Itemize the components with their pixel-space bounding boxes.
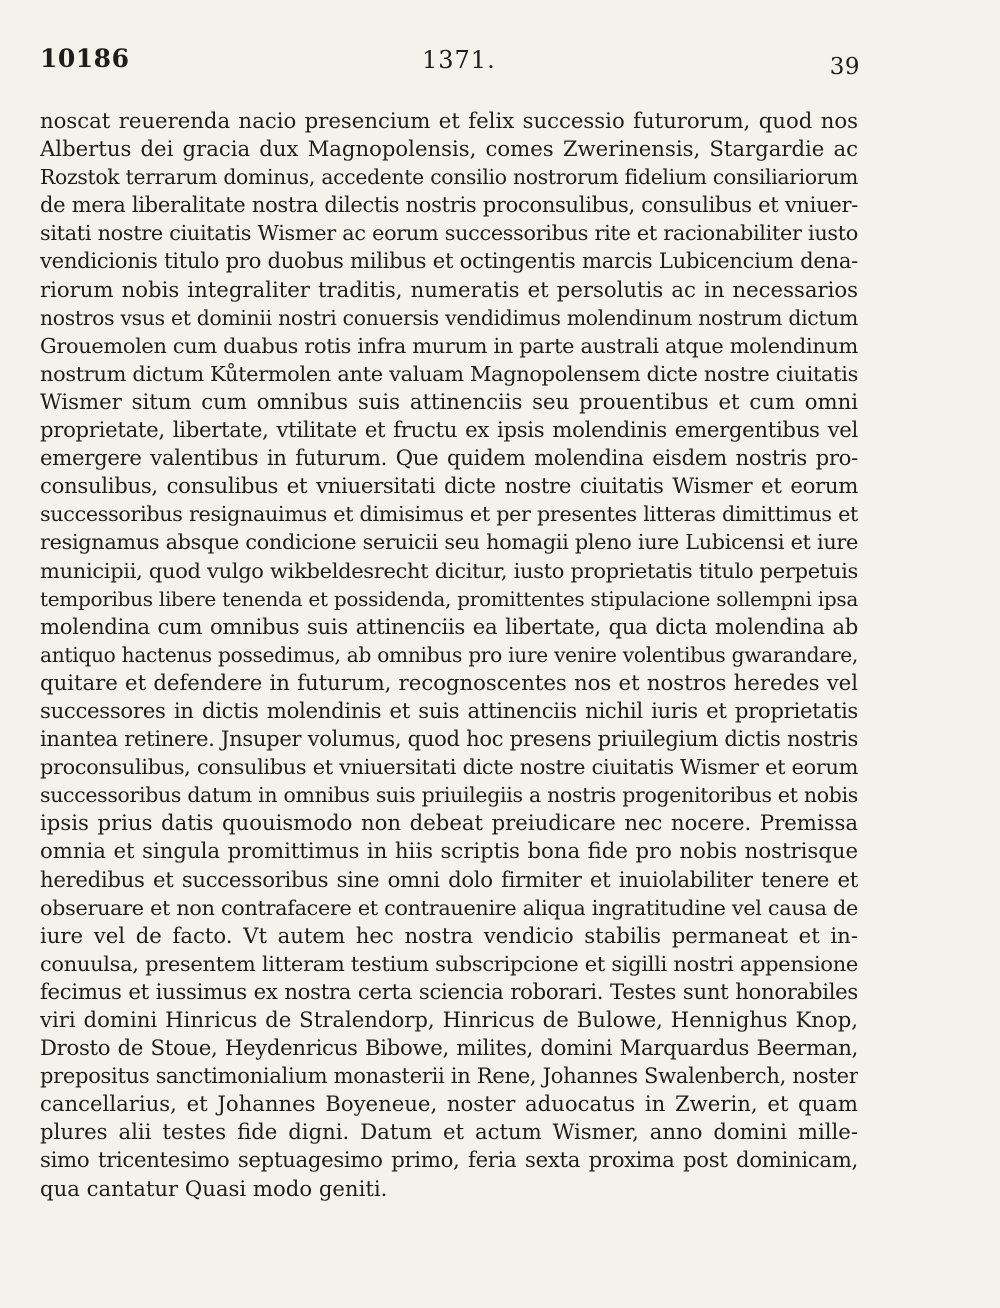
- text-line: inantea retinere. Jnsuper volumus, quod hoc presens priuilegium dictis nostris: [40, 726, 858, 752]
- text-line: successores in dictis molendinis et suis attinenciis nichil iuris et proprietatis: [40, 697, 858, 723]
- text-line: conuulsa, presentem litteram testium subscripcione et sigilli nostri appensione: [40, 951, 858, 976]
- text-line: nostros vsus et dominii nostri conuersis vendidimus molendinum nostrum dictum: [40, 305, 858, 330]
- text-line: quitare et defendere in futurum, recognoscentes nos et nostros heredes vel: [40, 669, 858, 695]
- text-line: successoribus datum in omnibus suis priuilegiis a nostris progenitoribus et nobis: [40, 783, 858, 808]
- text-line: sitati nostre ciuitatis Wismer ac eorum successoribus rite et racionabiliter iusto: [40, 221, 858, 246]
- text-line: simo tricentesimo septuagesimo primo, feria sexta proxima post dominicam,: [40, 1147, 858, 1173]
- text-line: emergere valentibus in futurum. Que quidem molendina eisdem nostris pro-: [40, 445, 858, 471]
- text-line: viri domini Hinricus de Stralendorp, Hinricus de Bulowe, Hennighus Knop,: [40, 1007, 858, 1032]
- text-line: resignamus absque condicione seruicii seu homagii pleno iure Lubicensi et iure: [40, 530, 858, 555]
- text-line: Wismer situm cum omnibus suis attinenciis seu prouentibus et cum omni: [40, 388, 858, 414]
- document-number: 10186: [40, 44, 130, 73]
- text-line: proconsulibus, consulibus et vniuersitati dicte nostre ciuitatis Wismer et eorum: [40, 755, 858, 780]
- text-line: omnia et singula promittimus in hiis scriptis bona fide pro nobis nostrisque: [40, 838, 858, 864]
- year-heading: 1371.: [422, 46, 496, 74]
- text-line: proprietate, libertate, vtilitate et fructu ex ipsis molendinis emergentibus vel: [40, 417, 858, 443]
- text-line: qua cantatur Quasi modo geniti.: [40, 1175, 388, 1201]
- text-line: iure vel de facto. Vt autem hec nostra vendicio stabilis permaneat et in-: [40, 922, 858, 948]
- text-line: prepositus sanctimonialium monasterii in Rene, Johannes Swalenberch, noster: [40, 1063, 858, 1089]
- text-line: cancellarius, et Johannes Boyeneue, noster aduocatus in Zwerin, et quam: [40, 1091, 858, 1117]
- text-line: molendina cum omnibus suis attinenciis ea libertate, qua dicta molendina ab: [40, 613, 858, 639]
- text-line: ipsis prius datis quouismodo non debeat preiudicare nec nocere. Premissa: [40, 810, 858, 836]
- text-line: temporibus libere tenenda et possidenda, promittentes stipulacione sollempni ipsa: [40, 586, 858, 611]
- text-line: riorum nobis integraliter traditis, numeratis et persolutis ac in necessarios: [40, 276, 858, 302]
- text-line: antiquo hactenus possedimus, ab omnibus pro iure venire volentibus gwarandare,: [40, 642, 858, 667]
- text-line: Grouemolen cum duabus rotis infra murum in parte australi atque molendinum: [40, 333, 858, 358]
- text-line: de mera liberalitate nostra dilectis nostris proconsulibus, consulibus et vniuer-: [40, 192, 858, 218]
- text-line: obseruare et non contrafacere et contrauenire aliqua ingratitudine vel causa de: [40, 895, 858, 920]
- page-number: 39: [829, 54, 860, 80]
- text-line: Rozstok terrarum dominus, accedente consilio nostrorum fidelium consiliariorum: [40, 165, 858, 190]
- text-line: nostrum dictum Kůtermolen ante valuam Magnopolensem dicte nostre ciuitatis: [40, 361, 858, 386]
- text-line: vendicionis titulo pro duobus milibus et octingentis marcis Lubicencium dena-: [40, 248, 858, 274]
- text-line: consulibus, consulibus et vniuersitati dicte nostre ciuitatis Wismer et eorum: [40, 473, 858, 499]
- text-line: municipii, quod vulgo wikbeldesrecht dicitur, iusto proprietatis titulo perpetuis: [40, 558, 858, 583]
- text-line: heredibus et successoribus sine omni dolo firmiter et inuiolabiliter tenere et: [40, 866, 858, 892]
- page-header: [40, 40, 860, 80]
- charter-text: [40, 107, 858, 1203]
- text-line: plures alii testes fide digni. Datum et actum Wismer, anno domini mille-: [40, 1119, 858, 1145]
- text-line: successoribus resignauimus et dimisimus et per presentes litteras dimittimus et: [40, 502, 858, 527]
- text-line: fecimus et iussimus ex nostra certa sciencia roborari. Testes sunt honorabiles: [40, 978, 858, 1004]
- text-line: noscat reuerenda nacio presencium et felix successio futurorum, quod nos: [40, 108, 858, 133]
- text-line: Albertus dei gracia dux Magnopolensis, comes Zwerinensis, Stargardie ac: [40, 136, 858, 162]
- text-line: Drosto de Stoue, Heydenricus Bibowe, milites, domini Marquardus Beerman,: [40, 1035, 858, 1061]
